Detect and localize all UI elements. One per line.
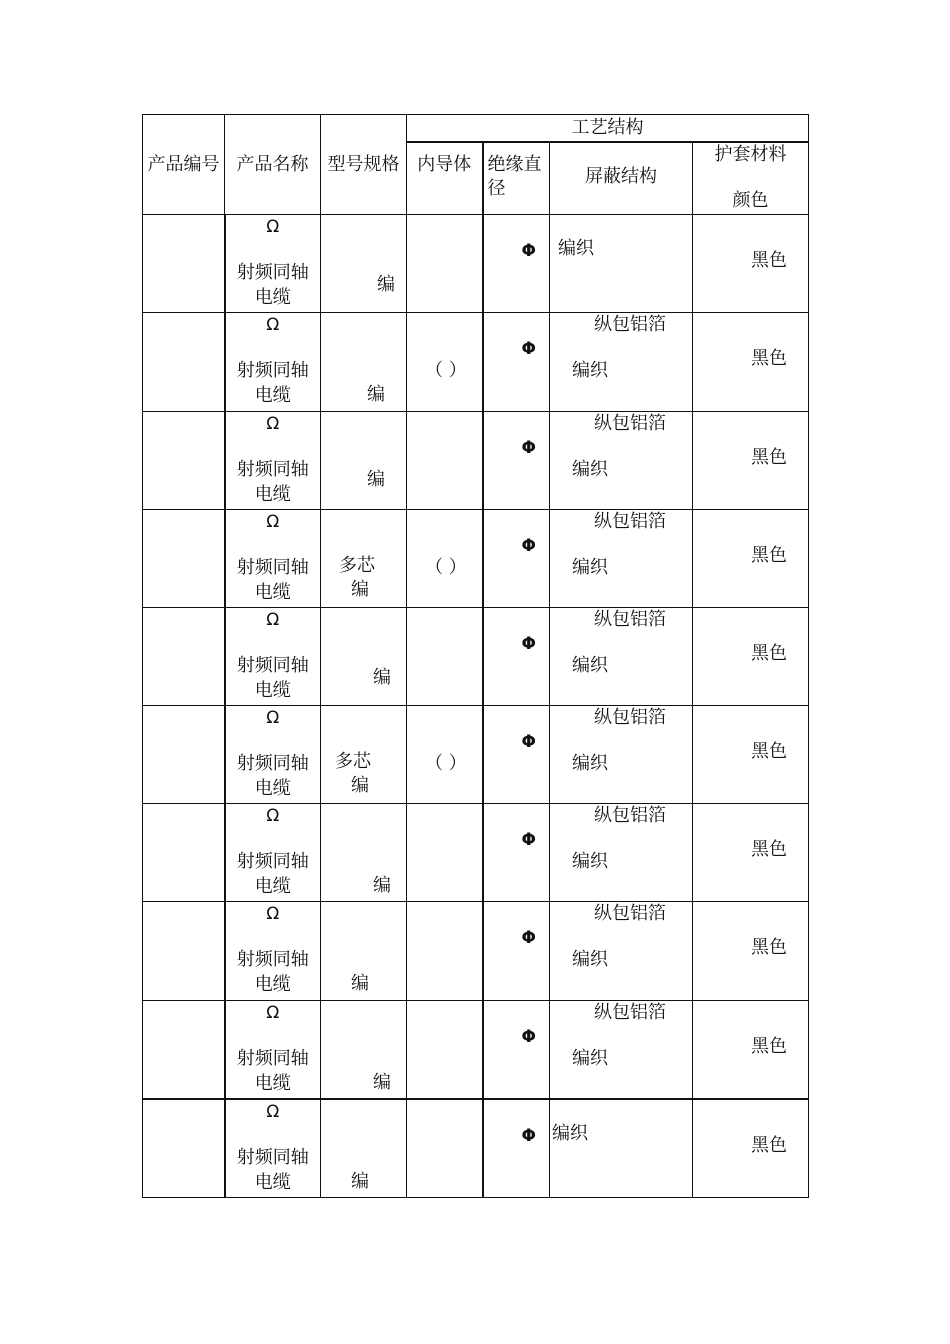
table-row — [143, 1000, 809, 1099]
shield-line2: 编织 — [572, 949, 608, 971]
model-spec-line2: 编 — [377, 274, 395, 296]
col-inner-conductor — [407, 509, 483, 607]
header-product-no — [143, 115, 225, 215]
inner-conductor-value: （ ） — [425, 360, 467, 382]
table-row — [143, 607, 809, 705]
header-product-name-label: 产品名称 — [236, 154, 309, 175]
shield-line2: 编织 — [572, 851, 608, 873]
header-jacket — [693, 142, 809, 215]
shield-line2: 编织 — [572, 360, 608, 382]
shield-line1: 编织 — [558, 238, 594, 260]
col-shield-structure — [550, 1099, 693, 1198]
col-product-no — [143, 804, 225, 902]
diameter-symbol: Φ — [521, 437, 536, 458]
product-name-line1: 射频同轴 — [236, 753, 309, 775]
col-product-no — [143, 902, 225, 1000]
col-insulation-diameter — [483, 411, 550, 509]
impedance-symbol: Ω — [266, 609, 280, 630]
col-shield-structure — [550, 1000, 693, 1099]
diameter-symbol: Φ — [521, 830, 536, 851]
impedance-symbol: Ω — [266, 217, 280, 238]
jacket-color: 黑色 — [751, 446, 787, 468]
header-inner-conductor-label: 内导体 — [417, 154, 472, 176]
impedance-symbol: Ω — [266, 413, 280, 434]
col-product-name — [225, 509, 321, 607]
inner-conductor-value: （ ） — [425, 753, 467, 775]
col-inner-conductor — [407, 902, 483, 1000]
col-model-spec — [321, 902, 407, 1000]
col-shield-structure — [550, 804, 693, 902]
diameter-symbol: Φ — [521, 535, 536, 556]
header-color: 颜色 — [732, 190, 769, 212]
col-model-spec — [321, 1099, 407, 1198]
col-model-spec — [321, 607, 407, 705]
header-insulation-diameter-line2: 径 — [487, 178, 506, 200]
col-product-name — [225, 411, 321, 509]
col-color — [693, 902, 809, 1000]
header-jacket-material: 护套材料 — [714, 144, 787, 166]
table-row — [143, 706, 809, 804]
col-product-name — [225, 215, 321, 313]
model-spec-line2: 编 — [351, 1170, 369, 1192]
model-spec-line2: 编 — [351, 578, 369, 600]
diameter-symbol: Φ — [521, 732, 536, 753]
table-row — [143, 804, 809, 902]
col-model-spec — [321, 411, 407, 509]
col-product-no — [143, 411, 225, 509]
header-model-spec-label: 型号规格 — [327, 154, 400, 175]
shield-line1: 纵包铝箔 — [594, 903, 666, 925]
col-product-name — [225, 1099, 321, 1198]
product-spec-table — [142, 114, 809, 1198]
col-product-no — [143, 215, 225, 313]
col-color — [693, 411, 809, 509]
product-name-line2: 电缆 — [254, 385, 291, 407]
col-insulation-diameter — [483, 313, 550, 411]
shield-line2: 编织 — [572, 1047, 608, 1069]
jacket-color: 黑色 — [751, 348, 787, 370]
col-insulation-diameter — [483, 215, 550, 313]
table-row — [143, 1099, 809, 1198]
table-row — [143, 215, 809, 313]
col-shield-structure — [550, 509, 693, 607]
col-color — [693, 1000, 809, 1099]
header-product-no-label: 产品编号 — [147, 154, 220, 175]
col-inner-conductor — [407, 607, 483, 705]
col-model-spec — [321, 1000, 407, 1099]
jacket-color: 黑色 — [751, 250, 787, 272]
shield-line1: 纵包铝箔 — [594, 412, 666, 434]
header-process-structure — [407, 115, 809, 143]
diameter-symbol: Φ — [521, 1125, 536, 1146]
model-spec-line2: 编 — [367, 468, 385, 490]
col-color — [693, 804, 809, 902]
shield-line2: 编织 — [572, 654, 608, 676]
product-name-line2: 电缆 — [254, 581, 291, 603]
table-row — [143, 313, 809, 411]
col-product-name — [225, 607, 321, 705]
model-spec-line2: 编 — [351, 973, 369, 995]
model-spec-line1: 多芯 — [335, 751, 371, 773]
col-product-no — [143, 313, 225, 411]
col-product-no — [143, 509, 225, 607]
col-model-spec — [321, 313, 407, 411]
col-color — [693, 607, 809, 705]
col-color — [693, 509, 809, 607]
col-product-no — [143, 607, 225, 705]
col-shield-structure — [550, 607, 693, 705]
model-spec-line2: 编 — [373, 1071, 391, 1093]
col-inner-conductor — [407, 313, 483, 411]
table-row — [143, 411, 809, 509]
col-shield-structure — [550, 215, 693, 313]
header-model-spec — [321, 115, 407, 215]
diameter-symbol: Φ — [521, 241, 536, 262]
col-color — [693, 706, 809, 804]
jacket-color: 黑色 — [751, 544, 787, 566]
header-process-structure-label: 工艺结构 — [571, 117, 644, 138]
table-row — [143, 902, 809, 1000]
col-inner-conductor — [407, 215, 483, 313]
impedance-symbol: Ω — [266, 806, 280, 827]
shield-line2: 编织 — [572, 753, 608, 775]
col-insulation-diameter — [483, 509, 550, 607]
shield-line1: 纵包铝箔 — [594, 314, 666, 336]
col-inner-conductor — [407, 1099, 483, 1198]
col-shield-structure — [550, 411, 693, 509]
shield-line1: 编织 — [552, 1122, 588, 1144]
product-name-line1: 射频同轴 — [236, 654, 309, 676]
col-shield-structure — [550, 706, 693, 804]
shield-line1: 纵包铝箔 — [594, 510, 666, 532]
jacket-color: 黑色 — [751, 1035, 787, 1057]
model-spec-line2: 编 — [373, 875, 391, 897]
col-shield-structure — [550, 902, 693, 1000]
col-insulation-diameter — [483, 607, 550, 705]
shield-line1: 纵包铝箔 — [594, 1001, 666, 1023]
col-inner-conductor — [407, 1000, 483, 1099]
product-name-line1: 射频同轴 — [236, 360, 309, 382]
col-insulation-diameter — [483, 1099, 550, 1198]
col-model-spec — [321, 509, 407, 607]
product-name-line1: 射频同轴 — [236, 949, 309, 971]
col-color — [693, 1099, 809, 1198]
product-name-line1: 射频同轴 — [236, 556, 309, 578]
impedance-symbol: Ω — [266, 315, 280, 336]
product-name-line1: 射频同轴 — [236, 262, 309, 284]
col-shield-structure — [550, 313, 693, 411]
col-insulation-diameter — [483, 902, 550, 1000]
col-color — [693, 313, 809, 411]
header-inner-conductor — [407, 142, 483, 215]
header-shield-structure — [550, 142, 693, 215]
col-product-name — [225, 804, 321, 902]
diameter-symbol: Φ — [521, 339, 536, 360]
col-model-spec — [321, 706, 407, 804]
model-spec-line2: 编 — [367, 384, 385, 406]
product-name-line2: 电缆 — [254, 974, 291, 996]
model-spec-line2: 编 — [351, 775, 369, 797]
product-name-line1: 射频同轴 — [236, 1146, 309, 1168]
impedance-symbol: Ω — [266, 1101, 280, 1122]
impedance-symbol: Ω — [266, 511, 280, 532]
header-row-top — [143, 115, 809, 143]
product-name-line1: 射频同轴 — [236, 458, 309, 480]
model-spec-line1: 多芯 — [339, 554, 375, 576]
impedance-symbol: Ω — [266, 1002, 280, 1023]
shield-line1: 纵包铝箔 — [594, 707, 666, 729]
col-product-no — [143, 706, 225, 804]
diameter-symbol: Φ — [521, 1026, 536, 1047]
col-model-spec — [321, 215, 407, 313]
header-product-name — [225, 115, 321, 215]
product-name-line2: 电缆 — [254, 679, 291, 701]
impedance-symbol: Ω — [266, 708, 280, 729]
model-spec-line2: 编 — [373, 666, 391, 688]
product-name-line2: 电缆 — [254, 483, 291, 505]
col-product-name — [225, 706, 321, 804]
diameter-symbol: Φ — [521, 633, 536, 654]
col-insulation-diameter — [483, 1000, 550, 1099]
col-inner-conductor — [407, 411, 483, 509]
shield-line2: 编织 — [572, 458, 608, 480]
jacket-color: 黑色 — [751, 741, 787, 763]
col-color — [693, 215, 809, 313]
jacket-color: 黑色 — [751, 642, 787, 664]
impedance-symbol: Ω — [266, 904, 280, 925]
header-shield-structure-label: 屏蔽结构 — [585, 166, 657, 188]
col-product-name — [225, 313, 321, 411]
product-name-line2: 电缆 — [254, 1072, 291, 1094]
col-insulation-diameter — [483, 804, 550, 902]
col-product-no — [143, 1099, 225, 1198]
product-name-line1: 射频同轴 — [236, 1047, 309, 1069]
product-name-line1: 射频同轴 — [236, 851, 309, 873]
col-inner-conductor — [407, 804, 483, 902]
col-product-name — [225, 902, 321, 1000]
col-insulation-diameter — [483, 706, 550, 804]
shield-line2: 编织 — [572, 556, 608, 578]
shield-line1: 纵包铝箔 — [594, 608, 666, 630]
col-inner-conductor — [407, 706, 483, 804]
product-name-line2: 电缆 — [254, 876, 291, 898]
jacket-color: 黑色 — [751, 1134, 787, 1156]
product-name-line2: 电缆 — [254, 778, 291, 800]
header-insulation-diameter-line1: 绝缘直 — [487, 154, 542, 176]
col-product-name — [225, 1000, 321, 1099]
jacket-color: 黑色 — [751, 937, 787, 959]
col-model-spec — [321, 804, 407, 902]
jacket-color: 黑色 — [751, 839, 787, 861]
diameter-symbol: Φ — [521, 928, 536, 949]
inner-conductor-value: （ ） — [425, 556, 467, 578]
table-row — [143, 509, 809, 607]
product-name-line2: 电缆 — [254, 1171, 291, 1193]
header-insulation-diameter — [483, 142, 550, 215]
product-name-line2: 电缆 — [254, 287, 291, 309]
shield-line1: 纵包铝箔 — [594, 805, 666, 827]
col-product-no — [143, 1000, 225, 1099]
